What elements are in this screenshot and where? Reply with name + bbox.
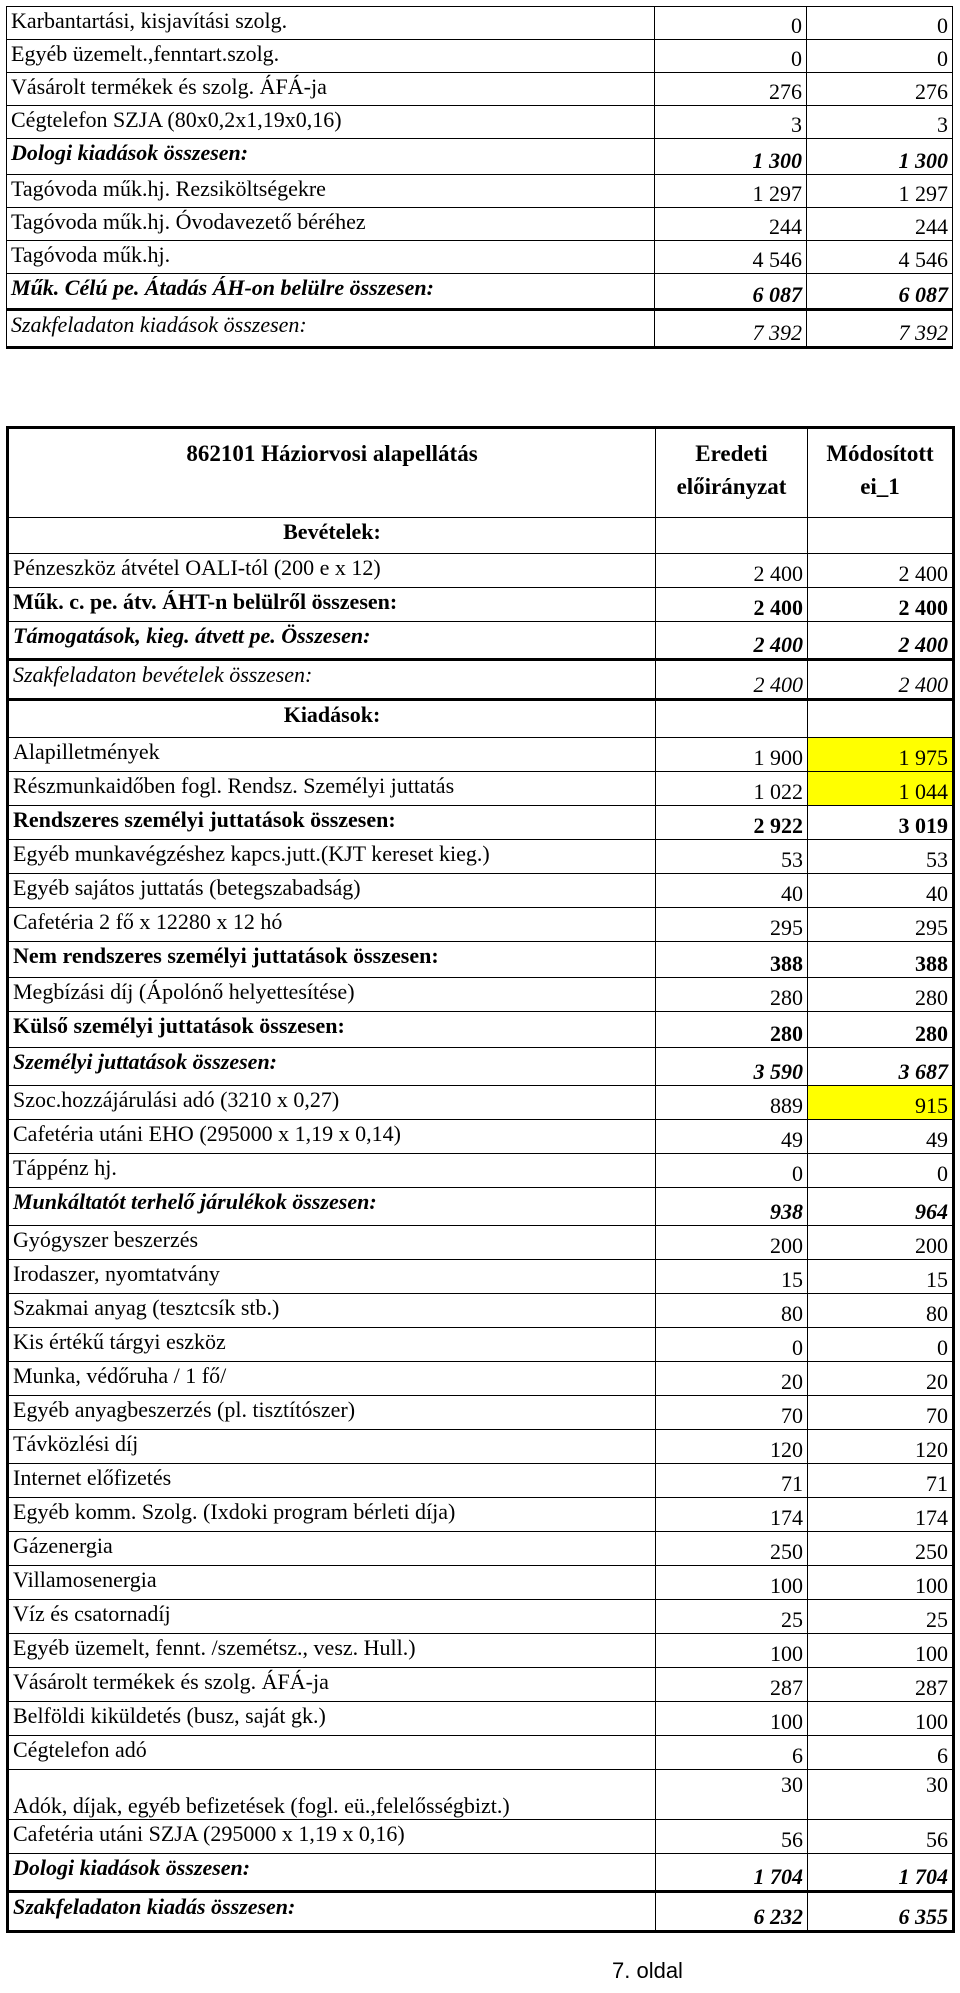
table-row bbox=[8, 700, 954, 738]
original-value: 49 bbox=[656, 1120, 808, 1154]
original-value: 80 bbox=[656, 1294, 808, 1328]
table-row bbox=[8, 1464, 954, 1498]
column-header-modified: Módosított ei_1 bbox=[808, 428, 954, 518]
row-label: Szakfeladaton bevételek összesen: bbox=[8, 660, 656, 700]
row-label: Gázenergia bbox=[8, 1532, 656, 1566]
modified-value: 40 bbox=[808, 874, 954, 908]
original-value: 6 087 bbox=[655, 274, 807, 310]
row-label: Részmunkaidőben fogl. Rendsz. Személyi juttatás bbox=[8, 772, 656, 806]
original-value: 4 546 bbox=[655, 241, 807, 274]
original-value: 1 300 bbox=[655, 139, 807, 175]
row-label: Egyéb komm. Szolg. (Ixdoki program bérleti díja) bbox=[8, 1498, 656, 1532]
original-value: 1 022 bbox=[656, 772, 808, 806]
haziorvosi-budget-table bbox=[6, 426, 955, 1933]
modified-value: 1 975 bbox=[808, 738, 954, 772]
modified-value: 2 400 bbox=[808, 588, 954, 622]
table-row bbox=[8, 1086, 954, 1120]
original-value: 1 297 bbox=[655, 175, 807, 208]
modified-value: 388 bbox=[808, 942, 954, 978]
modified-value: 3 bbox=[807, 106, 953, 139]
original-value: 938 bbox=[656, 1188, 808, 1226]
row-label: Víz és csatornadíj bbox=[8, 1600, 656, 1634]
table-row bbox=[8, 1668, 954, 1702]
row-label: Kiadások: bbox=[8, 700, 656, 738]
table-row bbox=[8, 1532, 954, 1566]
row-label: Egyéb sajátos juttatás (betegszabadság) bbox=[8, 874, 656, 908]
table-row bbox=[8, 840, 954, 874]
row-label: Bevételek: bbox=[8, 518, 656, 554]
modified-value: 0 bbox=[808, 1154, 954, 1188]
row-label: Tagóvoda műk.hj. Óvodavezető béréhez bbox=[7, 208, 655, 241]
original-value: 2 400 bbox=[656, 588, 808, 622]
table-row bbox=[8, 772, 954, 806]
modified-value: 295 bbox=[808, 908, 954, 942]
table-row bbox=[7, 208, 953, 241]
modified-value: 25 bbox=[808, 1600, 954, 1634]
original-value: 70 bbox=[656, 1396, 808, 1430]
row-label: Rendszeres személyi juttatások összesen: bbox=[8, 806, 656, 840]
table-row bbox=[8, 908, 954, 942]
original-value: 100 bbox=[656, 1702, 808, 1736]
table-row bbox=[8, 978, 954, 1012]
modified-value: 15 bbox=[808, 1260, 954, 1294]
original-value: 280 bbox=[656, 978, 808, 1012]
modified-value: 276 bbox=[807, 73, 953, 106]
modified-value: 2 400 bbox=[808, 660, 954, 700]
table-row bbox=[8, 588, 954, 622]
row-label: Vásárolt termékek és szolg. ÁFÁ-ja bbox=[8, 1668, 656, 1702]
row-label: Villamosenergia bbox=[8, 1566, 656, 1600]
modified-value: 120 bbox=[808, 1430, 954, 1464]
table-row bbox=[8, 1328, 954, 1362]
top-budget-body bbox=[7, 7, 953, 348]
table-row bbox=[8, 1260, 954, 1294]
modified-value: 71 bbox=[808, 1464, 954, 1498]
row-label: Cafetéria utáni SZJA (295000 x 1,19 x 0,16) bbox=[8, 1820, 656, 1854]
modified-value: 100 bbox=[808, 1566, 954, 1600]
table-row bbox=[8, 1362, 954, 1396]
modified-value: 6 087 bbox=[807, 274, 953, 310]
original-value: 2 922 bbox=[656, 806, 808, 840]
modified-value: 3 687 bbox=[808, 1048, 954, 1086]
table-row bbox=[7, 7, 953, 40]
original-value: 30 bbox=[656, 1770, 808, 1820]
row-label: Cégtelefon adó bbox=[8, 1736, 656, 1770]
table-row bbox=[8, 622, 954, 660]
row-label: Szakfeladaton kiadás összesen: bbox=[8, 1892, 656, 1932]
modified-value: 56 bbox=[808, 1820, 954, 1854]
row-label: Egyéb üzemelt.,fenntart.szolg. bbox=[7, 40, 655, 73]
original-value: 6 bbox=[656, 1736, 808, 1770]
modified-value: 280 bbox=[808, 1012, 954, 1048]
row-label: Belföldi kiküldetés (busz, saját gk.) bbox=[8, 1702, 656, 1736]
original-value: 20 bbox=[656, 1362, 808, 1396]
row-label: Egyéb anyagbeszerzés (pl. tisztítószer) bbox=[8, 1396, 656, 1430]
table-row bbox=[8, 1600, 954, 1634]
modified-value: 250 bbox=[808, 1532, 954, 1566]
original-value: 71 bbox=[656, 1464, 808, 1498]
table-row bbox=[8, 1396, 954, 1430]
row-label: Személyi juttatások összesen: bbox=[8, 1048, 656, 1086]
modified-value: 70 bbox=[808, 1396, 954, 1430]
original-value: 53 bbox=[656, 840, 808, 874]
table-row bbox=[8, 1154, 954, 1188]
table-row bbox=[7, 139, 953, 175]
table-row bbox=[7, 274, 953, 310]
original-value: 388 bbox=[656, 942, 808, 978]
original-value: 25 bbox=[656, 1600, 808, 1634]
modified-value: 30 bbox=[808, 1770, 954, 1820]
table-row bbox=[8, 1736, 954, 1770]
modified-value: 280 bbox=[808, 978, 954, 1012]
original-value: 0 bbox=[655, 40, 807, 73]
original-value: 7 392 bbox=[655, 310, 807, 348]
row-label: Külső személyi juttatások összesen: bbox=[8, 1012, 656, 1048]
modified-value: 20 bbox=[808, 1362, 954, 1396]
row-label: Kis értékű tárgyi eszköz bbox=[8, 1328, 656, 1362]
table-row bbox=[8, 1498, 954, 1532]
original-value: 1 900 bbox=[656, 738, 808, 772]
original-value: 0 bbox=[656, 1328, 808, 1362]
table-header-row bbox=[8, 428, 954, 518]
original-value: 244 bbox=[655, 208, 807, 241]
row-label: Szakfeladaton kiadások összesen: bbox=[7, 310, 655, 348]
table-row bbox=[7, 175, 953, 208]
table-row bbox=[8, 1892, 954, 1932]
top-budget-table bbox=[6, 6, 953, 349]
table-row bbox=[8, 1430, 954, 1464]
row-label: Távközlési díj bbox=[8, 1430, 656, 1464]
table-row bbox=[8, 1188, 954, 1226]
original-value: 15 bbox=[656, 1260, 808, 1294]
original-value: 287 bbox=[656, 1668, 808, 1702]
table-row bbox=[7, 310, 953, 348]
row-label: Vásárolt termékek és szolg. ÁFÁ-ja bbox=[7, 73, 655, 106]
modified-value: 6 bbox=[808, 1736, 954, 1770]
modified-value: 3 019 bbox=[808, 806, 954, 840]
table-row bbox=[7, 73, 953, 106]
row-label: Szoc.hozzájárulási adó (3210 x 0,27) bbox=[8, 1086, 656, 1120]
row-label: Műk. Célú pe. Átadás ÁH-on belülre összesen: bbox=[7, 274, 655, 310]
row-label: Egyéb üzemelt, fennt. /szemétsz., vesz. Hull.) bbox=[8, 1634, 656, 1668]
table-row bbox=[8, 518, 954, 554]
table-row bbox=[7, 241, 953, 274]
row-label: Dologi kiadások összesen: bbox=[8, 1854, 656, 1892]
modified-value: 1 300 bbox=[807, 139, 953, 175]
haziorvosi-budget-body bbox=[8, 518, 954, 1932]
table-row bbox=[8, 1702, 954, 1736]
table-row bbox=[8, 1634, 954, 1668]
modified-value: 174 bbox=[808, 1498, 954, 1532]
modified-value bbox=[808, 700, 954, 738]
modified-value: 1 704 bbox=[808, 1854, 954, 1892]
row-label: Pénzeszköz átvétel OALI-tól (200 e x 12) bbox=[8, 554, 656, 588]
row-label: Karbantartási, kisjavítási szolg. bbox=[7, 7, 655, 40]
table-row bbox=[8, 806, 954, 840]
original-value: 3 bbox=[655, 106, 807, 139]
original-value: 100 bbox=[656, 1634, 808, 1668]
row-label: Támogatások, kieg. átvett pe. Összesen: bbox=[8, 622, 656, 660]
modified-value: 0 bbox=[807, 7, 953, 40]
modified-value: 0 bbox=[808, 1328, 954, 1362]
original-value: 295 bbox=[656, 908, 808, 942]
table-row bbox=[7, 40, 953, 73]
original-value: 0 bbox=[656, 1154, 808, 1188]
row-label: Tagóvoda műk.hj. Rezsiköltségekre bbox=[7, 175, 655, 208]
modified-value: 7 392 bbox=[807, 310, 953, 348]
table-row bbox=[8, 1120, 954, 1154]
original-value: 174 bbox=[656, 1498, 808, 1532]
original-value: 889 bbox=[656, 1086, 808, 1120]
row-label: Nem rendszeres személyi juttatások összesen: bbox=[8, 942, 656, 978]
original-value: 56 bbox=[656, 1820, 808, 1854]
table-row bbox=[8, 554, 954, 588]
row-label: Szakmai anyag (tesztcsík stb.) bbox=[8, 1294, 656, 1328]
row-label: Dologi kiadások összesen: bbox=[7, 139, 655, 175]
row-label: Gyógyszer beszerzés bbox=[8, 1226, 656, 1260]
row-label: Cafetéria utáni EHO (295000 x 1,19 x 0,14) bbox=[8, 1120, 656, 1154]
row-label: Cafetéria 2 fő x 12280 x 12 hó bbox=[8, 908, 656, 942]
table-row bbox=[8, 1566, 954, 1600]
original-value: 40 bbox=[656, 874, 808, 908]
table-row bbox=[8, 1820, 954, 1854]
modified-value: 0 bbox=[807, 40, 953, 73]
table-row bbox=[7, 106, 953, 139]
modified-value: 244 bbox=[807, 208, 953, 241]
table-row bbox=[8, 1012, 954, 1048]
original-value: 0 bbox=[655, 7, 807, 40]
table-row bbox=[8, 1048, 954, 1086]
table-row bbox=[8, 738, 954, 772]
original-value: 276 bbox=[655, 73, 807, 106]
modified-value: 53 bbox=[808, 840, 954, 874]
original-value: 280 bbox=[656, 1012, 808, 1048]
modified-value: 100 bbox=[808, 1634, 954, 1668]
original-value: 250 bbox=[656, 1532, 808, 1566]
original-value: 3 590 bbox=[656, 1048, 808, 1086]
row-label: Tagóvoda műk.hj. bbox=[7, 241, 655, 274]
modified-value: 287 bbox=[808, 1668, 954, 1702]
modified-value: 915 bbox=[808, 1086, 954, 1120]
modified-value: 100 bbox=[808, 1702, 954, 1736]
table-row bbox=[8, 1226, 954, 1260]
table-row bbox=[8, 1854, 954, 1892]
row-label: Adók, díjak, egyéb befizetések (fogl. eü.,felelősségbizt.) bbox=[8, 1770, 656, 1820]
original-value: 100 bbox=[656, 1566, 808, 1600]
original-value bbox=[656, 518, 808, 554]
row-label: Irodaszer, nyomtatvány bbox=[8, 1260, 656, 1294]
modified-value: 4 546 bbox=[807, 241, 953, 274]
original-value: 200 bbox=[656, 1226, 808, 1260]
modified-value: 200 bbox=[808, 1226, 954, 1260]
row-label: Cégtelefon SZJA (80x0,2x1,19x0,16) bbox=[7, 106, 655, 139]
original-value: 2 400 bbox=[656, 622, 808, 660]
original-value: 2 400 bbox=[656, 554, 808, 588]
original-value: 120 bbox=[656, 1430, 808, 1464]
original-value: 1 704 bbox=[656, 1854, 808, 1892]
modified-value: 1 044 bbox=[808, 772, 954, 806]
section-title: 862101 Háziorvosi alapellátás bbox=[8, 428, 656, 518]
table-row bbox=[8, 1294, 954, 1328]
table-row bbox=[8, 874, 954, 908]
row-label: Internet előfizetés bbox=[8, 1464, 656, 1498]
original-value: 2 400 bbox=[656, 660, 808, 700]
modified-value: 80 bbox=[808, 1294, 954, 1328]
modified-value: 49 bbox=[808, 1120, 954, 1154]
row-label: Munka, védőruha / 1 fő/ bbox=[8, 1362, 656, 1396]
modified-value bbox=[808, 518, 954, 554]
row-label: Egyéb munkavégzéshez kapcs.jutt.(KJT kereset kieg.) bbox=[8, 840, 656, 874]
column-header-original: Eredeti előirányzat bbox=[656, 428, 808, 518]
table-row bbox=[8, 942, 954, 978]
modified-value: 2 400 bbox=[808, 554, 954, 588]
row-label: Táppénz hj. bbox=[8, 1154, 656, 1188]
modified-value: 1 297 bbox=[807, 175, 953, 208]
table-row bbox=[8, 660, 954, 700]
table-row bbox=[8, 1770, 954, 1820]
modified-value: 964 bbox=[808, 1188, 954, 1226]
row-label: Alapilletmények bbox=[8, 738, 656, 772]
modified-value: 2 400 bbox=[808, 622, 954, 660]
row-label: Műk. c. pe. átv. ÁHT-n belülről összesen: bbox=[8, 588, 656, 622]
original-value: 6 232 bbox=[656, 1892, 808, 1932]
original-value bbox=[656, 700, 808, 738]
modified-value: 6 355 bbox=[808, 1892, 954, 1932]
row-label: Munkáltatót terhelő járulékok összesen: bbox=[8, 1188, 656, 1226]
page-number: 7. oldal bbox=[612, 1958, 683, 1983]
row-label: Megbízási díj (Ápolónő helyettesítése) bbox=[8, 978, 656, 1012]
